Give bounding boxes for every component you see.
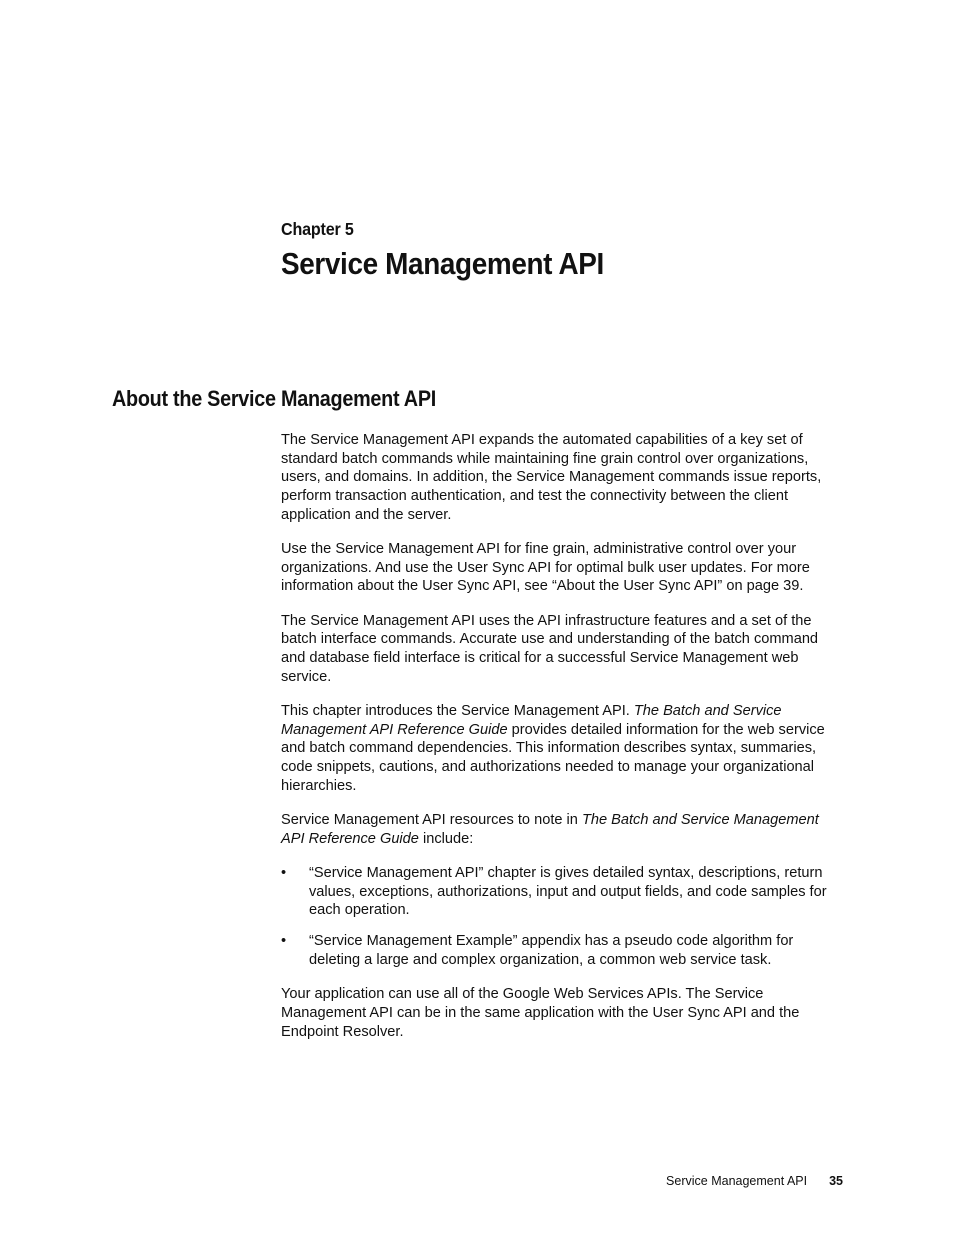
page-number: 35: [829, 1174, 843, 1188]
paragraph-application: Your application can use all of the Google Web Services APIs. The Service Management API can be in the same application with the User Sync API and the Endpoint Resolver.: [281, 986, 800, 1040]
list-item-text: “Service Management Example” appendix has a pseudo code algorithm for deleting a large and complex organization, a common web service task.: [309, 933, 794, 969]
page-footer: [666, 1174, 843, 1188]
paragraph-chapter-intro: [281, 702, 843, 796]
bullet-icon: •: [281, 933, 287, 950]
paragraph-resources-text: Service Management API resources to note in: [281, 811, 582, 828]
paragraph-infrastructure: The Service Management API uses the API infrastructure features and a set of the batch interface commands. Accurate use and understanding of the batch command and database field interface is critical for a successful Service Management web service.: [281, 612, 819, 685]
paragraph-usage: Use the Service Management API for fine grain, administrative control over your organizations. And use the User Sync API for optimal bulk user updates. For more information about the User Sync API, see “About the User Sync API” on page 39.: [281, 541, 810, 595]
resource-list: [281, 864, 843, 970]
reference-guide-title: The Batch and Service Management API Reference Guide: [281, 811, 819, 847]
paragraph-resources-rest: include:: [418, 830, 474, 847]
paragraph-overview: The Service Management API expands the automated capabilities of a key set of standard batch commands while maintaining fine grain control over organizations, users, and domains. In addition, the Service Management commands issue reports, perform transaction authentication, and test the connectivity between the client application and the server.: [281, 432, 822, 523]
chapter-label: Chapter 5: [281, 219, 354, 239]
body-text: [281, 431, 843, 1057]
chapter-title: Service Management API: [281, 246, 604, 281]
list-item: [281, 932, 843, 969]
footer-section-title: Service Management API: [666, 1174, 808, 1188]
paragraph-chapter-intro-rest: provides detailed information for the web service and batch command dependencies. This information describes syntax, summaries, code snippets, cautions, and authorizations needed to manage your organizational hierarchies.: [281, 721, 825, 794]
list-item: [281, 864, 843, 920]
reference-guide-title: The Batch and Service Management API Reference Guide: [281, 702, 782, 738]
paragraph-chapter-intro-text: This chapter introduces the Service Management API.: [281, 702, 634, 719]
list-item-text: “Service Management API” chapter is gives detailed syntax, descriptions, return values, exceptions, authorizations, input and output fields, and code samples for each operation.: [309, 864, 827, 919]
bullet-icon: •: [281, 864, 287, 881]
section-heading: About the Service Management API: [112, 386, 436, 411]
paragraph-resources: [281, 811, 843, 848]
